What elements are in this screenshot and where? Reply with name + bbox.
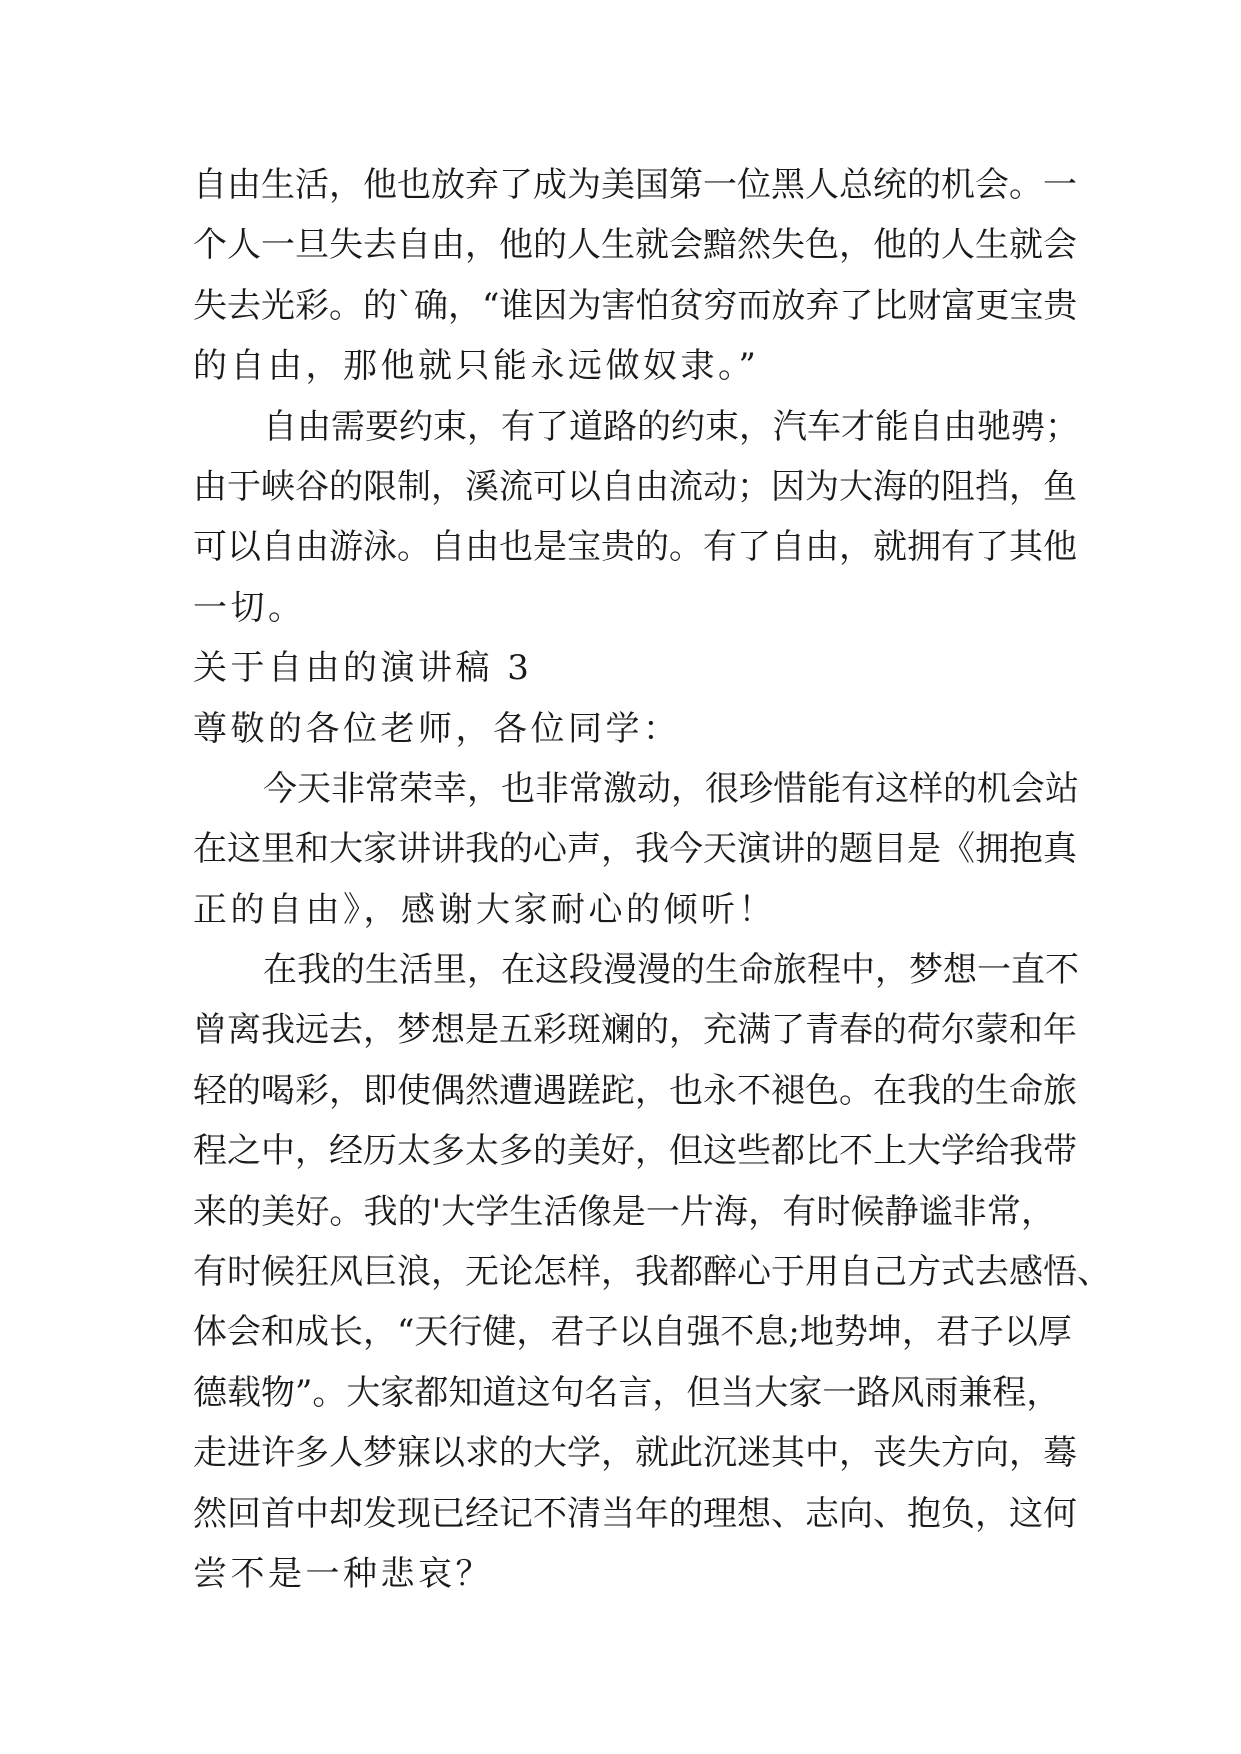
text-line: 有时候狂风巨浪，无论怎样，我都醉心于用自己方式去感悟、 [193, 1252, 1111, 1293]
text-line: 由于峡谷的限制，溪流可以自由流动；因为大海的阻挡，鱼 [193, 466, 1077, 507]
text-line: 程之中，经历太多太多的美好，但这些都比不上大学给我带 [193, 1131, 1077, 1172]
text-line: 个人一旦失去自由，他的人生就会黯然失色，他的人生就会 [193, 225, 1077, 266]
text-line: 可以自由游泳。自由也是宝贵的。有了自由，就拥有了其他 [193, 527, 1077, 568]
text-line: 然回首中却发现已经记不清当年的理想、志向、抱负，这何 [193, 1493, 1077, 1534]
text-line: 今天非常荣幸，也非常激动，很珍惜能有这样的机会站 [263, 768, 1079, 809]
text-line: 德载物”。大家都知道这句名言，但当大家一路风雨兼程， [193, 1372, 1061, 1413]
text-line: 体会和成长，“天行健，君子以自强不息;地势坤，君子以厚 [193, 1312, 1072, 1353]
text-line: 自由需要约束，有了道路的约束，汽车才能自由驰骋； [263, 406, 1079, 447]
text-line: 关于自由的演讲稿 3 [193, 648, 533, 689]
text-line: 曾离我远去，梦想是五彩斑斓的，充满了青春的荷尔蒙和年 [193, 1010, 1077, 1051]
text-line: 一切。 [193, 587, 306, 628]
text-line: 在这里和大家讲讲我的心声，我今天演讲的题目是《拥抱真 [193, 829, 1077, 870]
text-line: 尊敬的各位老师，各位同学： [193, 708, 681, 749]
text-line: 正的自由》，感谢大家耐心的倾听！ [193, 889, 776, 930]
text-line: 失去光彩。的`确，“谁因为害怕贫穷而放弃了比财富更宝贵 [193, 285, 1078, 326]
text-line: 来的美好。我的'大学生活像是一片海，有时候静谧非常， [193, 1191, 1055, 1232]
text-line: 走进许多人梦寐以求的大学，就此沉迷其中，丧失方向，蓦 [193, 1433, 1077, 1474]
document-body [193, 155, 1111, 1604]
text-line: 在我的生活里，在这段漫漫的生命旅程中，梦想一直不 [263, 950, 1079, 991]
text-line: 自由生活，他也放弃了成为美国第一位黑人总统的机会。一 [193, 165, 1077, 205]
text-line: 的自由，那他就只能永远做奴隶。” [193, 346, 760, 387]
text-line: 轻的喝彩，即使偶然遭遇蹉跎，也永不褪色。在我的生命旅 [193, 1070, 1077, 1111]
text-line: 尝不是一种悲哀？ [193, 1553, 493, 1594]
